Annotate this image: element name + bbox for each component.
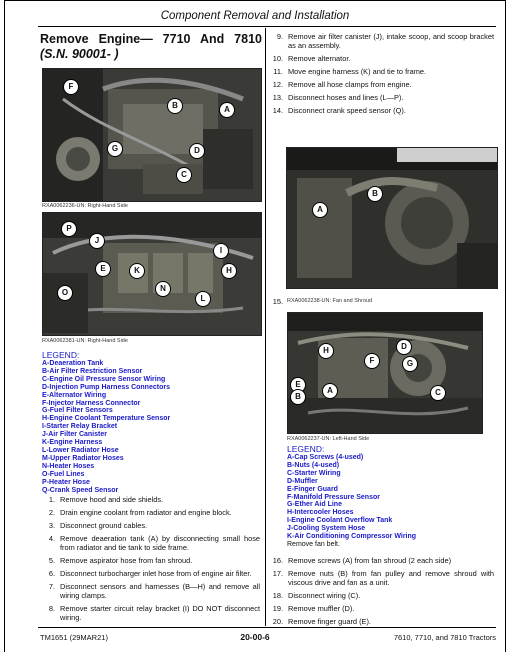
step-item <box>42 569 260 578</box>
legend-item: J-Cooling System Hose <box>287 525 366 533</box>
step-number: 17. <box>272 569 283 578</box>
legend-left <box>42 350 262 494</box>
step-item <box>42 508 260 517</box>
legend-item: Q-Crank Speed Sensor <box>42 486 119 494</box>
callout-a: A <box>219 102 235 118</box>
legend-item: K-Engine Harness <box>42 439 103 447</box>
step-number: 8. <box>48 604 55 613</box>
step-item <box>270 591 494 600</box>
step-number: 16. <box>272 556 283 565</box>
callout-b: B <box>167 98 183 114</box>
callout-n: N <box>155 281 171 297</box>
legend-item: I-Engine Coolant Overflow Tank <box>287 517 393 525</box>
callout-h: H <box>318 343 334 359</box>
figure-4-caption: RXA0062237-UN: Left-Hand Side <box>287 436 370 442</box>
engine-photo-right-side-2 <box>42 212 262 336</box>
step-text: Remove muffler (D). <box>288 604 355 613</box>
callout-b: B <box>367 186 383 202</box>
step-text: Disconnect sensors and harnesses (B—H) and remove all wiring clamps. <box>60 582 260 600</box>
step-number: 6. <box>48 569 55 578</box>
step-number: 11. <box>273 67 283 76</box>
callout-f: F <box>364 353 380 369</box>
step-text: Remove all hose clamps from engine. <box>288 80 412 89</box>
engine-photo-left-side <box>287 312 483 434</box>
header-rule <box>38 26 496 27</box>
step-number: 10. <box>272 54 283 63</box>
step-text: Disconnect wiring (C). <box>288 591 361 600</box>
legend-item: D-Muffler <box>287 477 318 485</box>
legend-item: H-Engine Coolant Temperature Sensor <box>42 415 171 423</box>
footer-model-list: 7610, 7710, and 7810 Tractors <box>393 633 496 642</box>
legend-item: F-Manifold Pressure Sensor <box>287 493 380 501</box>
step-item <box>270 617 494 626</box>
callout-c: C <box>430 385 446 401</box>
step-text: Move engine harness (K) and tie to frame. <box>288 67 427 76</box>
engine-photo-right-side-1 <box>42 68 262 202</box>
legend-item: H-Intercooler Hoses <box>287 509 354 517</box>
step-15 <box>270 297 288 306</box>
step-text: Remove nuts (B) from fan pulley and remove shroud with viscous drive and fan as a unit. <box>288 569 494 587</box>
step-text: Remove starter circuit relay bracket (I) DO NOT disconnect wiring. <box>60 604 260 622</box>
footer-doc-id: TM1651 (29MAR21) <box>40 633 108 642</box>
step-item <box>42 495 260 504</box>
step-number: 20. <box>272 617 283 626</box>
legend-item: C-Starter Wiring <box>287 469 341 477</box>
step-text: Remove alternator. <box>288 54 351 63</box>
step-item <box>42 534 260 552</box>
step-number: 2. <box>48 508 55 517</box>
callout-l: L <box>195 291 211 307</box>
callout-p: P <box>61 221 77 237</box>
step-item <box>270 106 494 115</box>
step-item <box>270 67 494 76</box>
callout-a: A <box>312 202 328 218</box>
legend-item: E-Alternator Wiring <box>42 391 107 399</box>
steps-left <box>42 495 260 626</box>
page-header-title: Component Removal and Installation <box>160 10 350 22</box>
callout-g: G <box>402 356 418 372</box>
step-number: 12. <box>272 80 283 89</box>
legend-item: L-Lower Radiator Hose <box>42 446 119 454</box>
page-border-left <box>4 0 5 652</box>
callout-e: E <box>290 377 306 393</box>
step-text: Disconnect turbocharger inlet hose from of engine air filter. <box>60 569 252 578</box>
step-number: 19. <box>272 604 283 613</box>
figure-3-caption: RXA0062238-UN: Fan and Shroud <box>287 298 372 304</box>
step-item <box>42 604 260 622</box>
step-text: Disconnect hoses and lines (L—P). <box>288 93 404 102</box>
step-number: 9. <box>276 32 283 41</box>
legend-right <box>287 444 497 549</box>
legend-item: F-Injector Harness Connector <box>42 399 141 407</box>
step-text: Drain engine coolant from radiator and engine block. <box>60 508 232 517</box>
callout-h: H <box>221 263 237 279</box>
legend-item: A-Cap Screws (4-used) <box>287 454 364 461</box>
callout-c: C <box>176 167 192 183</box>
step-item <box>42 582 260 600</box>
step-number: 5. <box>48 556 55 565</box>
callout-d: D <box>189 143 205 159</box>
legend-item: G-Ether Aid Line <box>287 501 342 509</box>
legend-item: G-Fuel Filter Sensors <box>42 407 113 415</box>
page-border-top <box>4 0 506 1</box>
legend-trailing-note: Remove fan belt. <box>287 540 340 548</box>
step-item <box>42 556 260 565</box>
legend-item: J-Air Filter Canister <box>42 431 107 439</box>
callout-f: F <box>63 79 79 95</box>
step-item <box>270 32 494 50</box>
legend-item: I-Starter Relay Bracket <box>42 423 118 431</box>
callout-e: E <box>95 261 111 277</box>
step-text: Remove air filter canister (J), intake scoop, and scoop bracket as an assembly. <box>288 32 494 50</box>
section-title-sub: (S.N. 90001- ) <box>40 47 119 61</box>
step-number: 4. <box>48 534 55 543</box>
step-item <box>270 54 494 63</box>
step-number: 15. <box>272 297 283 306</box>
step-text: Remove aspirator hose from fan shroud. <box>60 556 193 565</box>
callout-o: O <box>57 285 73 301</box>
callout-g: G <box>107 141 123 157</box>
steps-right-bottom <box>270 556 494 630</box>
legend-item: B-Air Filter Restriction Sensor <box>42 367 143 375</box>
step-text: Disconnect crank speed sensor (Q). <box>288 106 406 115</box>
footer-rule <box>38 627 496 628</box>
legend-item: K-Air Conditioning Compressor Wiring <box>287 533 417 541</box>
callout-j: J <box>89 233 105 249</box>
legend-item: E-Finger Guard <box>287 485 338 493</box>
legend-title: LEGEND: <box>42 350 80 360</box>
legend-item: C-Engine Oil Pressure Sensor Wiring <box>42 375 166 383</box>
column-divider <box>265 28 266 626</box>
step-item <box>42 521 260 530</box>
callout-d: D <box>396 339 412 355</box>
step-item <box>270 93 494 102</box>
step-item <box>270 556 494 565</box>
steps-right-top <box>270 32 494 119</box>
step-text: Disconnect ground cables. <box>60 521 148 530</box>
legend-item: A-Deaeration Tank <box>42 360 104 367</box>
fan-shroud-art <box>287 148 497 288</box>
legend-item: D-Injection Pump Harness Connectors <box>42 383 170 391</box>
step-number: 14. <box>272 106 283 115</box>
step-text: Remove finger guard (E). <box>288 617 371 626</box>
legend-item: N-Heater Hoses <box>42 462 95 470</box>
callout-b: B <box>290 389 306 405</box>
legend-item: B-Nuts (4-used) <box>287 461 340 469</box>
section-title-main: Remove Engine— 7710 And 7810 <box>40 32 262 46</box>
legend-item: M-Upper Radiator Hoses <box>42 454 124 462</box>
step-text: Remove deaeration tank (A) by disconnecting small hose from radiator and tie tank to side frame. <box>60 534 260 552</box>
page-border-right <box>505 0 506 652</box>
step-item <box>270 80 494 89</box>
step-item <box>270 604 494 613</box>
step-number: 7. <box>48 582 55 591</box>
engine-photo-art-4 <box>288 313 482 433</box>
callout-a: A <box>322 383 338 399</box>
callout-k: K <box>129 263 145 279</box>
figure-1-caption: RXA0062236-UN: Right-Hand Side <box>42 203 128 209</box>
step-item <box>270 569 494 587</box>
legend-title: LEGEND: <box>287 444 325 454</box>
step-number: 1. <box>48 495 55 504</box>
section-title <box>40 32 262 62</box>
figure-2-caption: RXA0062381-UN: Right-Hand Side <box>42 338 128 344</box>
legend-item: P-Heater Hose <box>42 478 90 486</box>
callout-i: I <box>213 243 229 259</box>
legend-item: O-Fuel Lines <box>42 470 85 478</box>
step-text: Remove hood and side shields. <box>60 495 164 504</box>
footer-page-number: 20-00-6 <box>240 632 270 642</box>
step-number: 13. <box>272 93 283 102</box>
step-text: Remove screws (A) from fan shroud (2 each side) <box>288 556 452 565</box>
step-number: 3. <box>48 521 55 530</box>
fan-shroud-photo <box>286 147 498 289</box>
step-number: 18. <box>272 591 283 600</box>
